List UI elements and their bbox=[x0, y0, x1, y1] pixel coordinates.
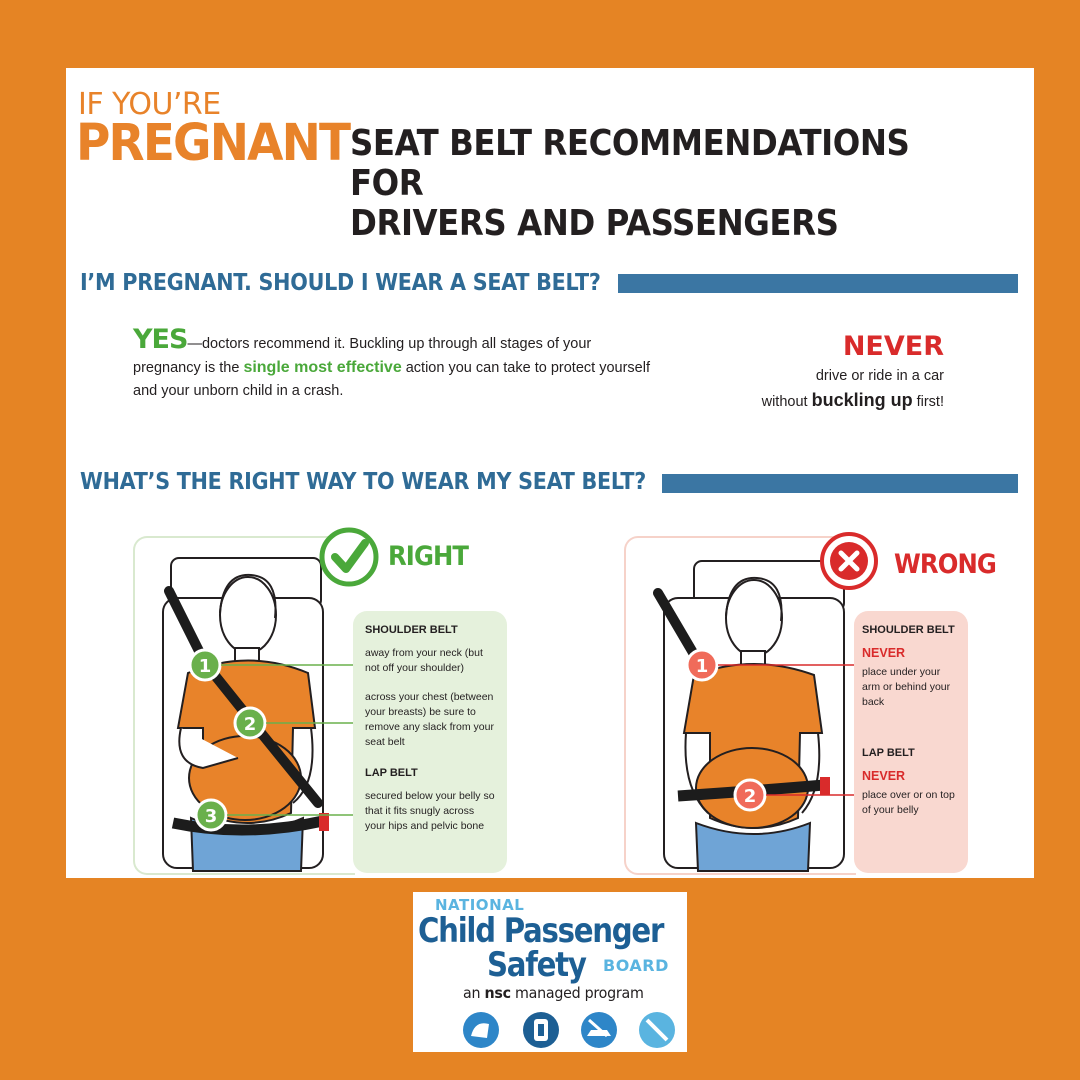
logo-sub-pre: an bbox=[463, 984, 485, 1002]
never-callout bbox=[762, 330, 944, 414]
right-info-box bbox=[353, 611, 507, 873]
logo-child-passenger: Child Passenger bbox=[418, 911, 664, 951]
wrong-shoulder-text: place under your arm or behind your back bbox=[862, 666, 951, 708]
wrong-marker-2 bbox=[735, 780, 765, 810]
wrong-info-box bbox=[854, 611, 968, 873]
logo-subtitle bbox=[463, 984, 644, 1002]
infographic-card bbox=[66, 68, 1034, 878]
right-label: RIGHT bbox=[388, 541, 469, 572]
rear-facing-seat-icon bbox=[463, 1012, 499, 1048]
header-title bbox=[350, 124, 966, 244]
booster-seat-icon bbox=[581, 1012, 617, 1048]
never-line2-pre: without bbox=[761, 394, 812, 410]
logo-icons bbox=[461, 1010, 681, 1050]
never-line1: drive or ride in a car bbox=[815, 368, 944, 384]
svg-text:1: 1 bbox=[198, 656, 212, 677]
wrong-shoulder-never: NEVER bbox=[862, 646, 906, 660]
svg-text:2: 2 bbox=[243, 714, 257, 735]
header-pregnant: PREGNANT bbox=[76, 114, 350, 173]
wrong-marker-1 bbox=[687, 650, 717, 680]
right-lap-heading: LAP BELT bbox=[365, 767, 418, 779]
right-marker-2 bbox=[235, 708, 265, 738]
logo-sub-post: managed program bbox=[510, 984, 644, 1002]
check-icon bbox=[317, 525, 381, 589]
wrong-panel bbox=[624, 533, 996, 873]
section-heading-should-wear: I’M PREGNANT. SHOULD I WEAR A SEAT BELT? bbox=[80, 270, 601, 296]
never-word: NEVER bbox=[842, 331, 944, 362]
header-title-line1: SEAT BELT RECOMMENDATIONS FOR bbox=[350, 123, 910, 204]
svg-text:1: 1 bbox=[695, 656, 709, 677]
never-line2 bbox=[762, 388, 944, 414]
yes-paragraph bbox=[133, 324, 653, 403]
x-icon bbox=[818, 530, 880, 592]
section-divider-bar bbox=[662, 474, 1018, 493]
header-title-line2: DRIVERS AND PASSENGERS bbox=[350, 203, 839, 244]
never-line2-bold: buckling up bbox=[811, 390, 913, 410]
forward-facing-seat-icon bbox=[523, 1012, 559, 1048]
wrong-lap-heading: LAP BELT bbox=[862, 747, 915, 759]
seat-belt-icon bbox=[639, 1012, 675, 1048]
section-heading-right-way: WHAT’S THE RIGHT WAY TO WEAR MY SEAT BELT? bbox=[80, 469, 647, 495]
right-shoulder-text-1: away from your neck (but not off your shoulder) bbox=[365, 647, 483, 674]
right-panel bbox=[133, 533, 511, 873]
ncpsb-logo bbox=[413, 892, 687, 1052]
logo-safety: Safety bbox=[487, 945, 586, 985]
svg-text:3: 3 bbox=[204, 806, 218, 827]
logo-board: BOARD bbox=[603, 956, 669, 975]
logo-national: NATIONAL bbox=[435, 896, 525, 914]
right-shoulder-text-2: across your chest (between your breasts) be sure to remove any slack from your seat belt bbox=[365, 691, 494, 748]
wrong-lap-text: place over or on top of your belly bbox=[862, 789, 955, 816]
yes-text-2: action you can take to protect yourself and your unborn child in a crash. bbox=[133, 360, 650, 399]
header-if-youre: IF YOU’RE bbox=[78, 87, 221, 122]
yes-text-1: —doctors recommend it. Buckling up through all stages of your pregnancy is the bbox=[133, 336, 592, 376]
wrong-lap-never: NEVER bbox=[862, 769, 906, 783]
section-divider-bar bbox=[618, 274, 1018, 293]
right-shoulder-heading: SHOULDER BELT bbox=[365, 624, 458, 636]
yes-word: YES bbox=[133, 324, 188, 355]
right-lap-text: secured below your belly so that it fits snugly across your hips and pelvic bone bbox=[365, 790, 495, 832]
right-marker-3 bbox=[196, 800, 226, 830]
never-line2-post: first! bbox=[912, 394, 944, 410]
yes-highlight: single most effective bbox=[243, 359, 402, 376]
logo-nsc: nsc bbox=[484, 984, 511, 1002]
right-marker-1 bbox=[190, 650, 220, 680]
wrong-shoulder-heading: SHOULDER BELT bbox=[862, 624, 955, 636]
svg-text:2: 2 bbox=[743, 786, 757, 807]
wrong-label: WRONG bbox=[894, 549, 996, 580]
